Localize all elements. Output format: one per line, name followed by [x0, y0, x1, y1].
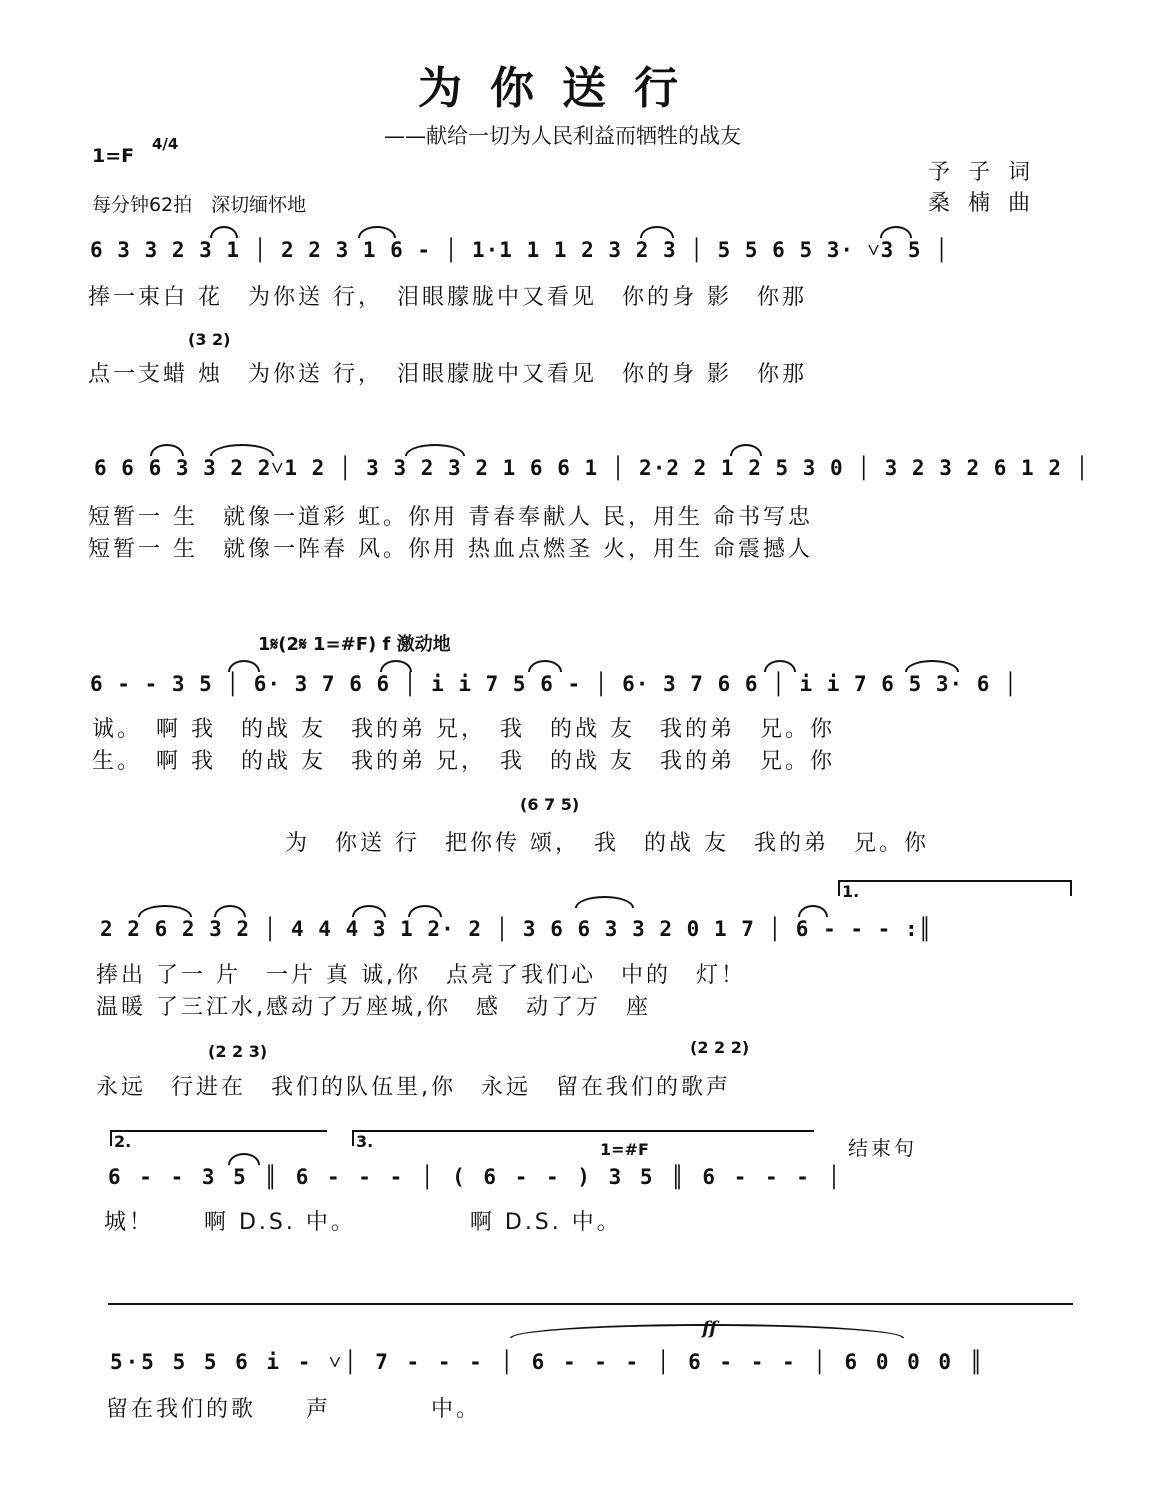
notation-row-3: 6 - - 3 5 │ 6· 3 7 6 6 │ i i 7 5 6 - │ 6· 3 7 6 6 │ i i 7 6 5 3· 6 │ — [90, 672, 1018, 696]
staff-divider — [108, 1303, 1073, 1305]
coda-label: 结束句 — [848, 1136, 917, 1160]
notation-row-5: 6 - - 3 5 ║ 6 - - - │ ( 6 - - ) 3 5 ║ 6 - - - │ — [108, 1165, 844, 1189]
notation-row-4: 2 2 6 2 3 2 │ 4 4 4 3 1 2· 2 │ 3 6 6 3 3 2 0 1 7 │ 6 - - - :║ — [100, 917, 933, 941]
slur — [210, 444, 274, 456]
volta-bracket-1 — [838, 880, 1072, 896]
slur — [358, 226, 396, 238]
key-signature: 1=F — [92, 145, 135, 167]
key-change: 1=#F — [600, 1140, 649, 1159]
alt-notes: (3 2) — [188, 330, 231, 349]
lyrics-row-2-verse-2: 短暂一 生 就像一阵春 风。你用 热血点燃圣 火，用生 命震撼人 — [88, 537, 813, 562]
segno-marking: 1𝄋(2𝄋 1=#F) f 激动地 — [258, 634, 451, 655]
slur — [730, 444, 762, 456]
slur — [380, 660, 412, 672]
subtitle: ——献给一切为人民利益而牺牲的战友 — [384, 124, 741, 148]
slur — [528, 660, 562, 672]
tempo-marking: 每分钟62拍 深切缅怀地 — [92, 194, 307, 216]
lyrics-row-1-verse-1: 捧一束白 花 为你送 行， 泪眼朦胧中又看见 你的身 影 你那 — [88, 285, 807, 310]
lyrics-row-4-verse-3: 永远 行进在 我们的队伍里,你 永远 留在我们的歌声 — [96, 1075, 731, 1100]
dynamic-marking: ff — [702, 1318, 717, 1339]
slur — [880, 226, 912, 238]
lyrics-row-3-verse-1: 诚。 啊 我 的战 友 我的弟 兄， 我 的战 友 我的弟 兄。你 — [92, 717, 835, 742]
lyrics-row-4-verse-2: 温暖 了三江水,感动了万座城,你 感 动了万 座 — [96, 995, 651, 1020]
slur — [510, 1324, 904, 1338]
slur — [405, 444, 465, 456]
slur — [575, 896, 634, 908]
alt-notes: (2 2 2) — [690, 1038, 750, 1057]
composer: 桑楠曲 — [928, 191, 1049, 216]
notation-row-1: 6 3 3 2 3 1 │ 2 2 3 1 6 - │ 1·1 1 1 2 3 2 3 │ 5 5 6 5 3· ˅3 5 │ — [90, 238, 949, 262]
slur — [210, 226, 238, 238]
slur — [352, 905, 386, 917]
slur — [764, 660, 796, 672]
volta-label-3: 3. — [356, 1132, 374, 1151]
slur — [228, 1153, 260, 1165]
slur — [798, 905, 828, 917]
alt-notes: (6 7 5) — [520, 795, 580, 814]
slur — [150, 444, 184, 456]
notation-row-6: 5·5 5 5 6 i - ˅│ 7 - - - │ 6 - - - │ 6 - - - │ 6 0 0 0 ║ — [110, 1350, 986, 1374]
slur — [138, 905, 192, 917]
lyrics-row-3-verse-2: 生。 啊 我 的战 友 我的弟 兄， 我 的战 友 我的弟 兄。你 — [92, 749, 835, 774]
page-title: 为你送行 — [418, 63, 706, 114]
slur — [905, 660, 959, 672]
lyrics-row-2-verse-1: 短暂一 生 就像一道彩 虹。你用 青春奉献人 民，用生 命书写忠 — [88, 505, 813, 530]
lyrics-row-1-verse-2: 点一支蜡 烛 为你送 行， 泪眼朦胧中又看见 你的身 影 你那 — [88, 362, 807, 387]
slur — [214, 905, 246, 917]
lyrics-row-6: 留在我们的歌 声 中。 — [106, 1397, 482, 1422]
notation-row-2: 6 6 6 3 3 2 2˅1 2 │ 3 3 2 3 2 1 6 6 1 │ 2·2 2 1 2 5 3 0 │ 3 2 3 2 6 1 2 │ — [94, 456, 1090, 480]
slur — [640, 226, 674, 238]
volta-label-1: 1. — [842, 882, 860, 901]
volta-bracket-2 — [110, 1130, 327, 1146]
alt-notes: (2 2 3) — [208, 1042, 268, 1061]
slur — [408, 905, 442, 917]
slur — [228, 660, 260, 672]
lyricist: 予子词 — [928, 160, 1049, 185]
lyrics-row-4-verse-1: 捧出 了一 片 一片 真 诚,你 点亮了我们心 中的 灯！ — [96, 963, 746, 988]
volta-bracket-3 — [352, 1130, 814, 1146]
time-signature: 4/4 — [152, 135, 179, 153]
lyrics-row-3-verse-3: 为 你送 行 把你传 颂， 我 的战 友 我的弟 兄。你 — [285, 831, 929, 856]
lyrics-row-5: 城！ 啊 D.S. 中。 啊 D.S. 中。 — [104, 1210, 622, 1235]
volta-label-2: 2. — [114, 1132, 132, 1151]
